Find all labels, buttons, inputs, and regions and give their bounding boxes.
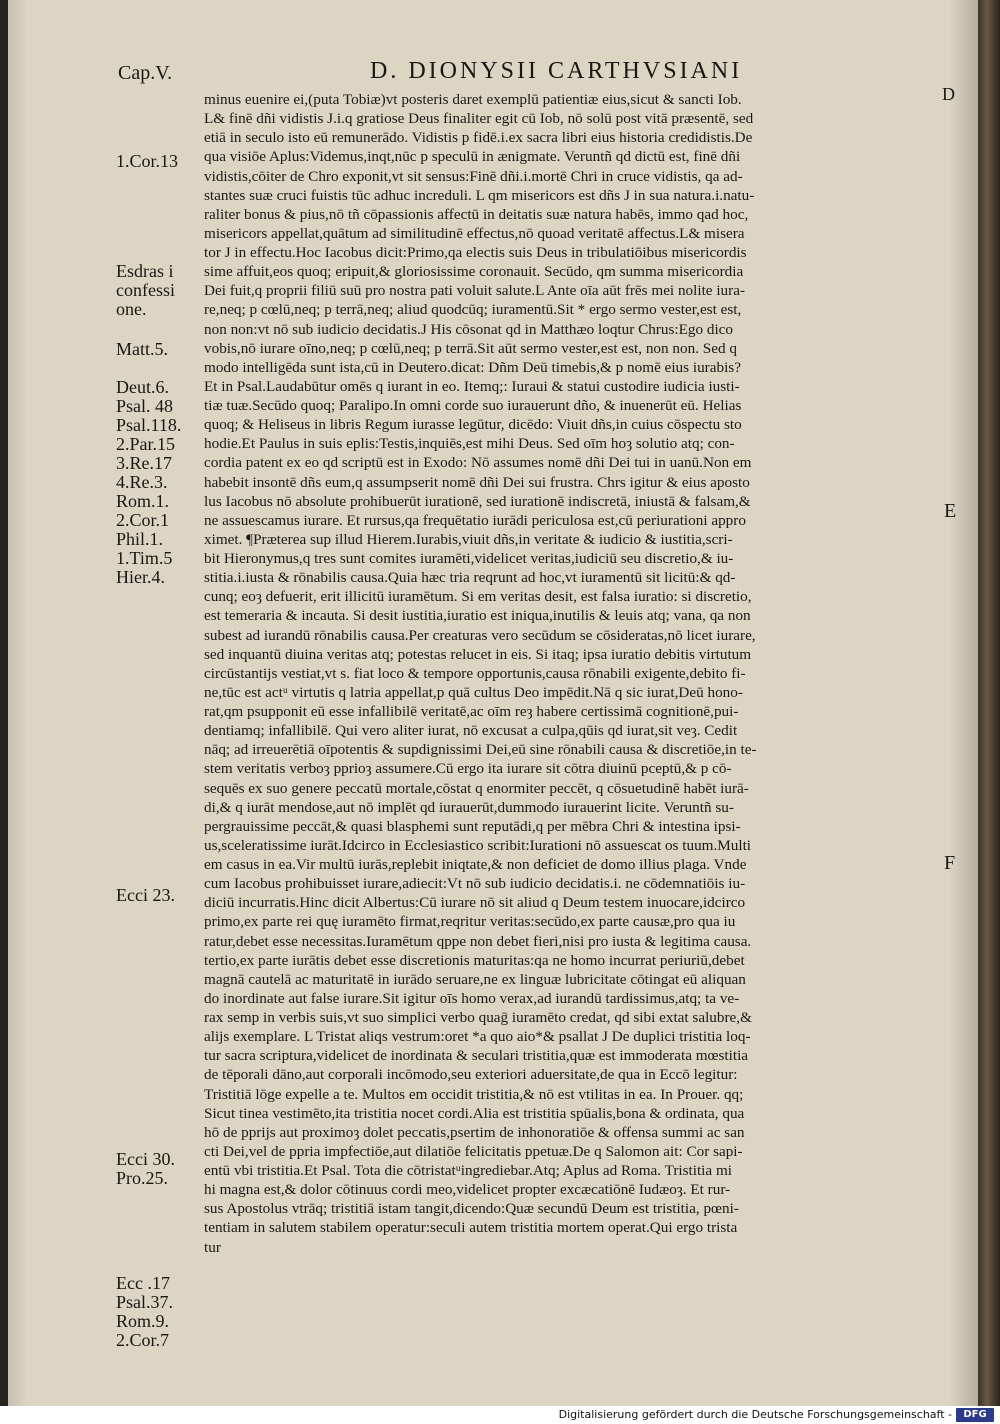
- dfg-logo-text: DFG: [963, 1409, 987, 1420]
- running-title: D. DIONYSII CARTHVSIANI: [370, 58, 743, 84]
- text-line: non non:vt nō sub iudicio decidatis.J His cōsonat qd in Matthæo loqtur Chrus:Ego dico: [204, 320, 733, 338]
- margin-ref: Esdras i: [116, 261, 174, 281]
- text-line: diciū incurratis.Hinc dicit Albertus:Cū iurare nō sit aliud q Deum testem inuocare,idcirco: [204, 894, 746, 912]
- margin-ref: Phil.1.: [116, 529, 164, 549]
- chapter-label: Cap.V.: [118, 62, 173, 84]
- text-line: misericors appellat,quātum ad similitudinē effectus,nō quoad veritatē affectus.L& misera: [204, 224, 745, 242]
- text-line: tentiam in salutem stabilem operatur:seculi autem tristitia mortem operat.Qui ergo trista: [204, 1219, 738, 1237]
- text-line: stem veritatis verboȝ pprioȝ assumere.Cū ergo ita iurare sit cōtra diuinū pceptū,& p cō-: [204, 760, 732, 778]
- text-line: cunq; eoȝ defuerit, erit illicitū iuramētum. Si em veritas desit, est falsa iuratio: si discretio,: [204, 588, 752, 606]
- book-edge: [978, 0, 1000, 1406]
- text-line: Tristitiā lōge expelle a te. Multos em occidit tristitia,& nō est vtilitas in ea. In Prouer. qq;: [204, 1085, 744, 1103]
- text-line: de tēporali dāno,aut corporali incōmodo,seu exteriori aduersitate,de qua in Eccō legitur:: [204, 1066, 738, 1084]
- text-line: do inordinate aut false iurare.Sit igitur oīs homo verax,ad iurandū tardissimus,atq; ta ve-: [204, 989, 740, 1007]
- text-line: dentiamq; infallibilē. Qui vero aliter iurat, nō excusat a culpa,qūis qd iurat,sit veȝ. Cedit: [204, 722, 738, 740]
- text-line: hō de pprijs aut proximoȝ dolet peccatis,psertim de inhonoratiōe & offensa summi ac san: [204, 1123, 745, 1141]
- text-line: sus Apostolus vtrāq; tristitiā istam tangit,dicendo:Quæ secundū Deum est tristitia, pœni-: [204, 1200, 739, 1218]
- text-line: sime affuit,eos quoq; eripuit,& gloriosissime coronauit. Secūdo, qm summa misericordia: [204, 263, 744, 281]
- margin-ref: 1.Cor.13: [116, 151, 179, 171]
- text-line: primo,ex parte rei quę iuramēto firmat,reqritur veritas:secūdo,ex parte causæ,pro qua iu: [204, 913, 736, 931]
- text-line: raliter bonus & pius,nō tñ cōpassionis affectū in deitatis suæ natura habēs, immo qad hoc,: [204, 205, 749, 223]
- margin-ref: Psal.118.: [116, 415, 182, 435]
- text-line: Dei fuit,q proprii filiū suū pro nostra pati voluit salute.L Ante oīa aūt frēs mei nolite iura-: [204, 282, 746, 300]
- margin-ref: 2.Cor.7: [116, 1330, 170, 1350]
- funding-notice: Digitalisierung gefördert durch die Deutsche Forschungsgemeinschaft -: [558, 1408, 952, 1421]
- section-marker-top: D: [942, 84, 955, 104]
- text-line: Et in Psal.Laudabūtur omēs q iurant in eo. Itemq;: Iuraui & statui custodire iudicia iusti-: [204, 377, 740, 395]
- text-line: us,sceleratissime iurāt.Idcirco in Ecclesiastico scribit:Iurationi nō assuescat os tuum.Multi: [204, 836, 752, 854]
- text-line: rat,qm psupponit eū esse infallibilē veritatē,ac oīm reȝ habere certissimā cognitionē,pui-: [204, 703, 739, 720]
- text-line: ne,tūc est actᵘ virtutis q latria appellat,p quā cultus Deo impēdit.Nā q sic iurat,Deū hono-: [204, 683, 743, 701]
- text-line: cordia patent ex eo qd scriptū est in Exodo: Nō assumes nomē dñi Dei tui in uanū.Non em: [204, 454, 752, 472]
- text-line: qua visiōe Aplus:Videmus,inqt,nūc p speculū in ænigmate. Veruntñ qd dictū est, finē dñi: [204, 148, 741, 166]
- text-line: alijs exemplare. L Tristat aliqs vestrum:oret *a quo aio*& psallat J De duplici tristitia loq-: [204, 1028, 751, 1046]
- text-line: ne assuescamus iurare. Et rursus,qa frequētatio iurādi periculosa est,cū periurationi appro: [204, 511, 746, 529]
- text-line: quoq; & Heliseus in libris Regum iurasse legūtur, dicēdo: Viuit dñs,in cuius cōspectu sto: [204, 416, 742, 434]
- text-line: nāq; ad irreuerētiā oīpotentis & supdignissimi Dei,eū sine rōnabili causa & discretiōe,in te-: [204, 741, 757, 759]
- text-line: entū vbi tristitia.Et Psal. Tota die cōtristatᵘingrediebar.Atq; Aplus ad Roma. Tristitia mi: [204, 1162, 732, 1179]
- text-line: tertio,ex parte iurātis debet esse discretionis maturitas:qa ne homo incurrat periuriū,debet: [204, 951, 745, 969]
- margin-ref: Ecc .17: [116, 1273, 170, 1293]
- margin-ref: 2.Par.15: [116, 434, 176, 454]
- text-line: tor J in effectu.Hoc Iacobus dicit:Primo,qa electis suis Deus in tribulatiōibus misericordis: [204, 244, 747, 261]
- section-letter-e: E: [944, 500, 957, 522]
- margin-ref: Ecci 30.: [116, 1149, 175, 1169]
- margin-ref: 1.Tim.5: [116, 548, 173, 568]
- text-line: magnā cautelā ac maturitatē in iurādo seruare,ne ex linguæ lubricitate cōtingat eū aliquan: [204, 970, 746, 988]
- margin-ref: 4.Re.3.: [116, 472, 168, 492]
- text-line: vobis,nō iurare oīno,neq; p cœlū,neq; p terrā.Sit aūt sermo vester,est est, non non. Sed q: [204, 339, 737, 357]
- text-line: est temeraria & incauta. Si desit iustitia,iuratio est iniqua,inutilis & leuis atq; vana, qa non: [204, 607, 751, 625]
- footer-bar: [0, 1406, 1000, 1424]
- text-line: etiā in seculo isto eū remunerādo. Vidistis p fidē.i.ex sacra libri eius historia credidistis.De: [204, 129, 753, 147]
- margin-ref: Psal. 48: [116, 396, 174, 416]
- text-line: ximet. ¶Præterea sup illud Hierem.Iurabis,viuit dñs,in veritate & iudicio & iustitia,scri-: [204, 530, 733, 548]
- margin-ref: Rom.1.: [116, 491, 170, 511]
- text-line: re,neq; p cœlū,neq; p terrā,neq; aliud quodcūq; iuramentū.Sit * ergo sermo vester,est est,: [204, 301, 742, 319]
- text-line: circūstantijs vestiat,vt s. fiat loco & tempore opportunis,causa rōnabili exigente,debito fi-: [204, 664, 746, 682]
- text-line: subest ad iurandū rōnabilis causa.Per creaturas vero secūdum se cōsideratas,nō licet iurare,: [204, 626, 756, 644]
- text-line: rax semp in verbis suis,vt suo simplici verbo quaḡ iuramēto credat, qd sibi extat salubre,&: [204, 1009, 752, 1026]
- margin-ref: Matt.5.: [116, 339, 168, 359]
- text-line: tur: [204, 1238, 221, 1256]
- text-line: L& finē dñi vidistis J.i.q gratiose Deus finaliter egit cū Iob, nō solū post vitā præsentē, sed: [204, 110, 754, 128]
- text-line: stantes suæ cruci fuistis tūc adhuc increduli. L qm misericors est dñs J in sua natura.i.natu-: [204, 186, 755, 204]
- text-line: di,& q iurāt mendose,aut nō implēt qd iurauerūt,dummodo iurauerint licite. Veruntñ su-: [204, 798, 734, 816]
- text-line: habebit insontē dñs eum,q assumpserit nomē dñi Dei sui frustra. Chrs igitur & eius aposto: [204, 473, 750, 491]
- text-line: hi magna est,& dolor cōtinuus cordi meo,videlicet propter excæcatiōnē Iudæoȝ. Et rur-: [204, 1181, 731, 1199]
- text-line: tur sacra scriptura,videlicet de inordinata & seculari tristitia,quæ est immoderata mœstitia: [204, 1047, 749, 1065]
- text-line: pergrauissime peccāt,& quasi blasphemi sunt reputādi,q per mēbra Chri & intestina ipsi-: [204, 817, 741, 835]
- book-page: [8, 0, 978, 1406]
- text-line: em casus in ea.Vir multū iurās,replebit iniqtate,& non deficiet de domo illius plaga. Vnde: [204, 856, 747, 873]
- catchword: [204, 1257, 944, 1276]
- margin-ref: one.: [116, 299, 147, 319]
- text-line: modo intelligēda sunt ista,cū in Deutero.dicat: Dñm Deū timebis,& p nomē eius iurabis?: [204, 358, 741, 376]
- text-line: sed inquantū diuina veritas atq; potestas relucet in eis. Si itaq; ipsa iuratio debitis virtutum: [204, 645, 752, 663]
- text-line: ratur,debet esse necessitas.Iuramētum qppe non debet fieri,nisi pro iusta & legitima causa.: [204, 932, 752, 950]
- text-line: minus euenire ei,(puta Tobiæ)vt posteris daret exemplū patientiæ eius,sicut & sancti Iob.: [204, 91, 742, 108]
- text-line: cum Iacobus prohibuisset iurare,adiecit:Vt nō sub iudicio decidatis.i. ne cōdemnatiōis iu-: [204, 875, 746, 893]
- text-line: lus Iacobus nō absolute prohibuerūt iurationē, sed iurationē indiscretā, iniustā & falsam,&: [204, 492, 751, 510]
- text-line: bit Hieronymus,q tres sunt comites iuramēti,videlicet veritas,iudiciū seu discretio,& iu-: [204, 550, 734, 567]
- margin-ref: Pro.25.: [116, 1168, 169, 1188]
- margin-ref: Ecci 23.: [116, 885, 175, 905]
- body-text-column: [204, 90, 944, 1276]
- section-letter-f: F: [944, 852, 956, 874]
- dfg-logo: [956, 1408, 994, 1422]
- text-line: Sicut tinea vestimēto,ita tristitia nocet cordi.Alia est tristitia spūalis,bona & ordinata, qua: [204, 1104, 745, 1122]
- margin-ref: 3.Re.17: [116, 453, 172, 473]
- text-line: hodie.Et Paulus in suis eplis:Testis,inquiēs,est mihi Deus. Sed oīm hoȝ solutio atq; con-: [204, 435, 735, 453]
- margin-ref: Hier.4.: [116, 567, 165, 587]
- margin-ref: 2.Cor.1: [116, 510, 170, 530]
- text-line: tiæ tuæ.Secūdo quoq; Paralipo.In omni corde suo iurauerunt dño, & inuenerūt eū. Helias: [204, 397, 742, 414]
- text-line: stitia.i.iusta & rōnabilis causa.Quia hæc tria reqrunt ad hoc,vt iuramentū sit licitū:& qd-: [204, 569, 736, 587]
- margin-ref: confessi: [116, 280, 175, 300]
- text-line: cti Dei,vel de ppria impfectiōe,aut dilatiōe felicitatis ppetuæ.De q Salomon ait: Cor sapi-: [204, 1142, 743, 1160]
- text-line: sequēs ex suo genere peccatū mortale,cōstat q enormiter peccēt, q cōsuetudinē habēt iurā-: [204, 779, 749, 797]
- margin-ref: Rom.9.: [116, 1311, 170, 1331]
- text-line: vidistis,cōiter de Chro exponit,vt sit sensus:Finē dñi.i.mortē Chri in cruce vidistis, qa ad-: [204, 167, 743, 185]
- margin-ref: Psal.37.: [116, 1292, 174, 1312]
- margin-ref: Deut.6.: [116, 377, 169, 397]
